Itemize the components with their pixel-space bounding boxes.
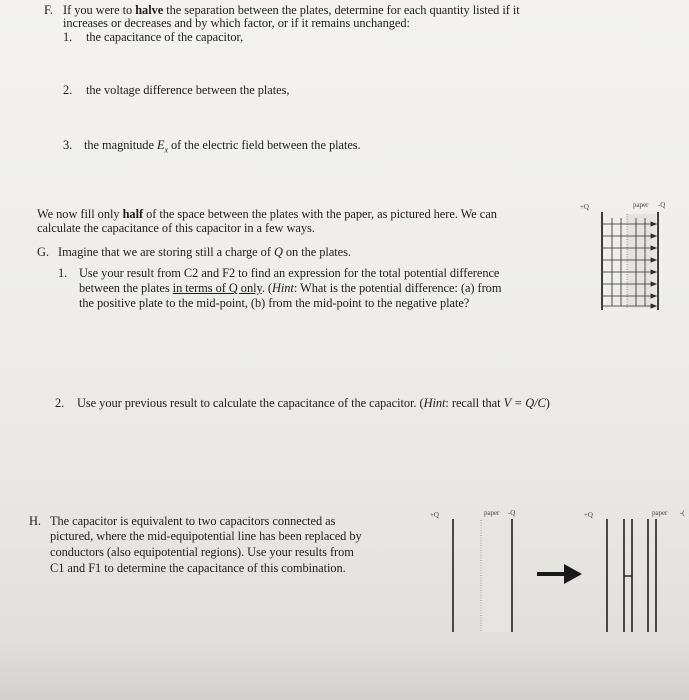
g-item2-text: Use your previous result to calculate the capacitance of the capacitor. (Hint: recall that V = Q/C) <box>77 396 550 410</box>
figure-bl-paper-label: paper <box>484 509 500 517</box>
section-h-line4: C1 and F1 to determine the capacitance of this combination. <box>50 561 346 575</box>
section-f-intro-line2: increases or decreases and by which factor, or if it remains unchanged: <box>63 16 410 30</box>
figure-bl-minus-label: -Q <box>508 509 516 517</box>
f-item1-num: 1. <box>63 30 73 44</box>
section-h-line3: conductors (also equipotential regions). Use your results from <box>50 545 354 559</box>
paper-capacitor-drawing <box>420 506 530 634</box>
equivalent-capacitors-figure <box>574 506 689 634</box>
f-item3-text: the magnitude $E_x$ of the electric field between the plates. <box>84 138 361 155</box>
figure-br-plus-label: +Q <box>584 511 593 519</box>
section-f-letter: F. <box>44 3 53 17</box>
g-item1-line1: Use your result from C2 and F2 to find an expression for the total potential difference <box>79 266 500 280</box>
photo-shadow <box>0 640 689 700</box>
f-item2-text: the voltage difference between the plates, <box>86 83 290 97</box>
half-paper-capacitor-figure <box>570 198 682 316</box>
f-item3-num: 3. <box>63 138 73 152</box>
g-item1-line3: the positive plate to the mid-point, (b) from the mid-point to the negative plate? <box>79 296 470 310</box>
section-g-intro: Imagine that we are storing still a charge of Q on the plates. <box>58 245 351 259</box>
figure-bl-plus-label: +Q <box>430 511 439 519</box>
section-f-intro: If you were to halve the separation between the plates, determine for each quantity listed if it <box>63 3 520 17</box>
g-item2-num: 2. <box>55 396 65 410</box>
half-paper-capacitor-drawing <box>570 198 682 316</box>
paper-paragraph-line1: We now fill only half of the space between the plates with the paper, as pictured here. We can <box>37 207 497 221</box>
figure-top-plus-label: +Q <box>580 203 589 211</box>
g-item1-num: 1. <box>58 266 68 280</box>
section-g-letter: G. <box>37 245 49 259</box>
figure-top-minus-label: -Q <box>658 201 666 209</box>
equivalent-capacitors-drawing <box>574 506 689 634</box>
section-h-letter: H. <box>29 514 41 528</box>
figure-br-minus-label: -( <box>680 509 685 517</box>
figure-br-paper-label: paper <box>652 509 668 517</box>
g-item1-line2: between the plates in terms of Q only. (Hint: What is the potential difference: (a) from <box>79 281 502 295</box>
section-h-line1: The capacitor is equivalent to two capacitors connected as <box>50 514 336 528</box>
section-h-line2: pictured, where the mid-equipotential line has been replaced by <box>50 529 362 543</box>
f-item1-text: the capacitance of the capacitor, <box>86 30 244 44</box>
paper-capacitor-figure <box>420 506 530 634</box>
figure-top-paper-label: paper <box>633 201 649 209</box>
f-item2-num: 2. <box>63 83 73 97</box>
paper-paragraph-line2: calculate the capacitance of this capacitor in a few ways. <box>37 221 315 235</box>
